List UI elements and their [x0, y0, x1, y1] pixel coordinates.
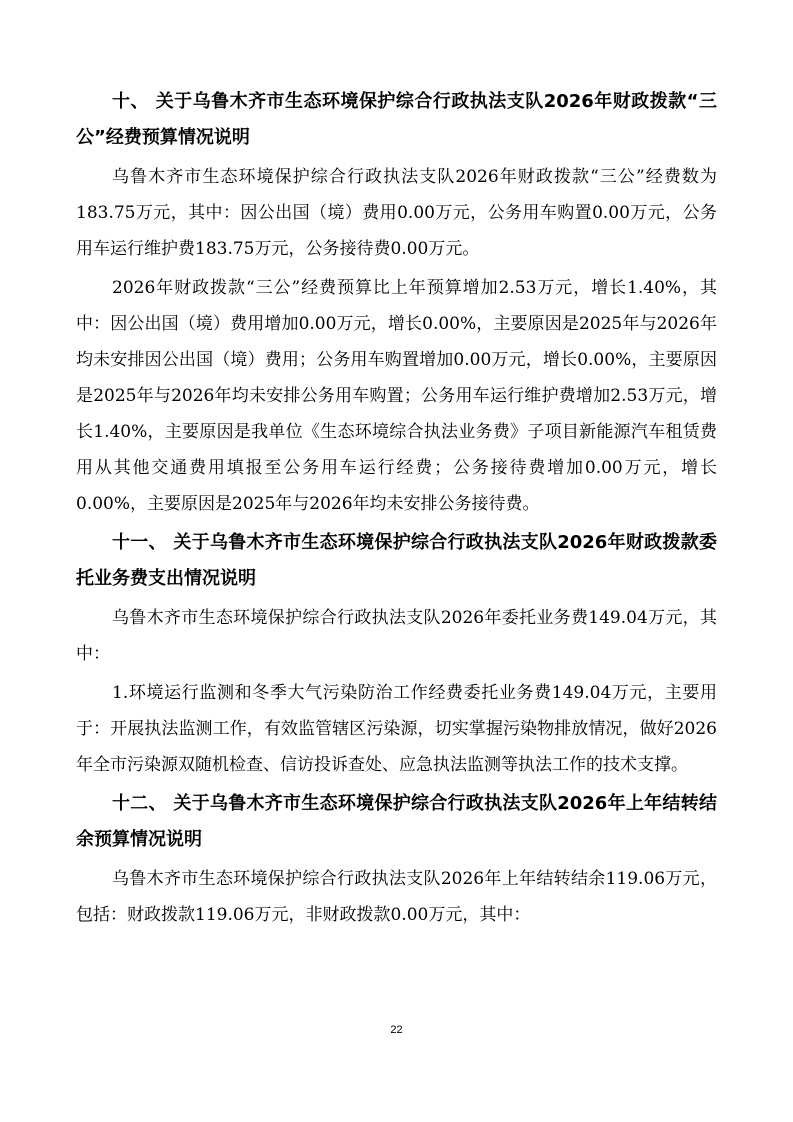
paragraph: 乌鲁木齐市生态环境保护综合行政执法支队2026年委托业务费149.04万元，其中：: [76, 608, 717, 664]
page-number: 22: [390, 1024, 403, 1036]
section-heading: 十、 关于乌鲁木齐市生态环境保护综合行政执法支队2026年财政拨款“三公”经费预算情况说明: [76, 91, 717, 148]
section-heading: 十二、 关于乌鲁木齐市生态环境保护综合行政执法支队2026年上年结转结余预算情况说明: [76, 793, 717, 850]
paragraph: 1.环境运行监测和冬季大气污染防治工作经费委托业务费149.04万元，主要用于：开展执法监测工作，有效监管辖区污染源，切实掌握污染物排放情况，做好2026年全市污染源双随机检查、信访投诉查处、应急执法监测等执法工作的技术支撑。: [76, 683, 717, 775]
paragraph: 乌鲁木齐市生态环境保护综合行政执法支队2026年财政拨款“三公”经费数为183.75万元，其中：因公出国（境）费用0.00万元，公务用车购置0.00万元，公务用车运行维护费183.75万元，公务接待费0.00万元。: [76, 167, 717, 259]
paragraph: 2026年财政拨款“三公”经费预算比上年预算增加2.53万元，增长1.40%，其中：因公出国（境）费用增加0.00万元，增长0.00%，主要原因是2025年与2026年均未安排因公出国（境）费用；公务用车购置增加0.00万元，增长0.00%，主要原因是2025年与2026年均未安排公务用车购置；公务用车运行维护费增加2.53万元，增长1.40%，主要原因是我单位《生态环境综合执法业务费》子项目新能源汽车租赁费用从其他交通费用填报至公务用车运行经费；公务接待费增加0.00万元，增长0.00%，主要原因是2025年与2026年均未安排公务接待费。: [76, 278, 717, 514]
section-heading: 十一、 关于乌鲁木齐市生态环境保护综合行政执法支队2026年财政拨款委托业务费支出情况说明: [76, 532, 717, 589]
document-body: [76, 84, 717, 936]
paragraph: 乌鲁木齐市生态环境保护综合行政执法支队2026年上年结转结余119.06万元，包括：财政拨款119.06万元，非财政拨款0.00万元，其中：: [76, 869, 717, 925]
